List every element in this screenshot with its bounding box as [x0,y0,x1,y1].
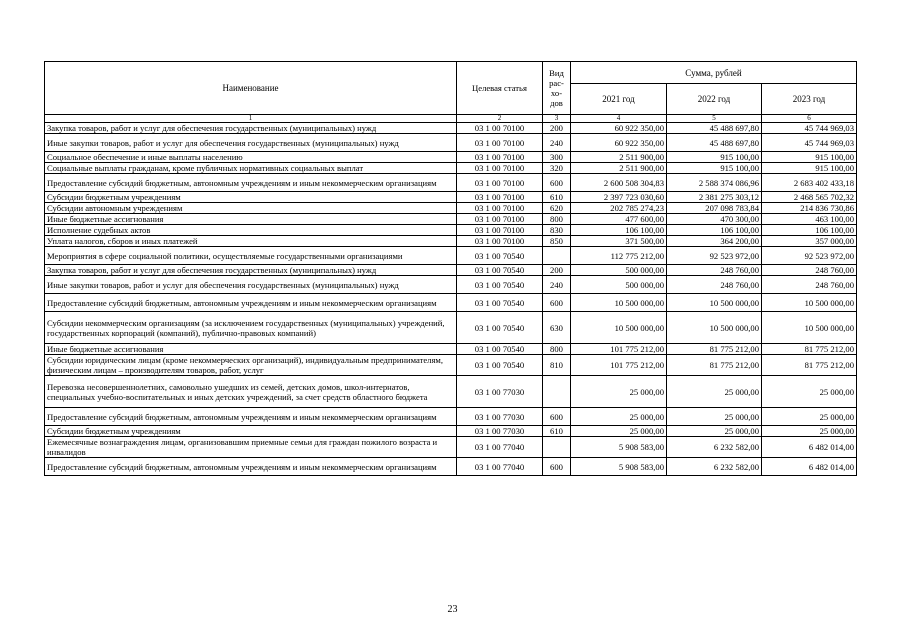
row-expense-type: 300 [543,152,571,163]
row-expense-type: 610 [543,192,571,203]
row-target-article: 03 1 00 70100 [457,134,543,152]
row-target-article: 03 1 00 70100 [457,174,543,192]
row-expense-type: 240 [543,134,571,152]
row-sum-2021: 25 000,00 [571,376,667,408]
row-sum-2022: 10 500 000,00 [667,312,762,344]
row-sum-2021: 2 600 508 304,83 [571,174,667,192]
row-name: Социальные выплаты гражданам, кроме публичных нормативных социальных выплат [45,163,457,174]
row-name: Предоставление субсидий бюджетным, автономным учреждениям и иным некоммерческим организациям [45,174,457,192]
row-name: Предоставление субсидий бюджетным, автономным учреждениям и иным некоммерческим организациям [45,408,457,426]
row-sum-2022: 2 381 275 303,12 [667,192,762,203]
row-sum-2023: 214 836 730,86 [762,203,857,214]
row-target-article: 03 1 00 70100 [457,123,543,134]
row-sum-2021: 371 500,00 [571,236,667,247]
row-sum-2021: 60 922 350,00 [571,134,667,152]
table-row [45,355,857,376]
row-name: Предоставление субсидий бюджетным, автономным учреждениям и иным некоммерческим организациям [45,294,457,312]
header-year-2022: 2022 год [667,84,762,115]
table-row [45,163,857,174]
row-sum-2023: 6 482 014,00 [762,458,857,476]
row-target-article: 03 1 00 70100 [457,152,543,163]
row-name: Социальное обеспечение и иные выплаты населению [45,152,457,163]
row-sum-2022: 364 200,00 [667,236,762,247]
row-sum-2023: 10 500 000,00 [762,294,857,312]
row-target-article: 03 1 00 70540 [457,294,543,312]
row-sum-2022: 915 100,00 [667,163,762,174]
row-expense-type: 600 [543,458,571,476]
header-target-article: Целевая статья [457,62,543,115]
row-sum-2021: 25 000,00 [571,426,667,437]
row-name: Иные бюджетные ассигнования [45,214,457,225]
row-expense-type [543,376,571,408]
row-target-article: 03 1 00 77030 [457,408,543,426]
row-sum-2023: 248 760,00 [762,276,857,294]
row-name: Иные закупки товаров, работ и услуг для обеспечения государственных (муниципальных) нужд [45,276,457,294]
row-sum-2023: 915 100,00 [762,163,857,174]
row-expense-type: 200 [543,265,571,276]
row-sum-2022: 207 098 783,84 [667,203,762,214]
header-expense-type: Вид рас-хо-дов [543,62,571,115]
row-target-article: 03 1 00 70100 [457,192,543,203]
row-sum-2023: 25 000,00 [762,426,857,437]
row-sum-2022: 45 488 697,80 [667,123,762,134]
row-sum-2021: 500 000,00 [571,276,667,294]
row-sum-2022: 6 232 582,00 [667,437,762,458]
row-expense-type: 800 [543,344,571,355]
row-sum-2021: 2 511 900,00 [571,163,667,174]
row-expense-type: 620 [543,203,571,214]
row-sum-2022: 10 500 000,00 [667,294,762,312]
row-expense-type: 610 [543,426,571,437]
row-sum-2022: 248 760,00 [667,276,762,294]
row-sum-2021: 101 775 212,00 [571,355,667,376]
row-target-article: 03 1 00 70100 [457,225,543,236]
row-name: Мероприятия в сфере социальной политики, осуществляемые государственными организациями [45,247,457,265]
row-name: Закупка товаров, работ и услуг для обеспечения государственных (муниципальных) нужд [45,123,457,134]
column-number: 3 [543,115,571,123]
column-number: 2 [457,115,543,123]
row-expense-type: 600 [543,408,571,426]
row-expense-type: 850 [543,236,571,247]
row-expense-type: 240 [543,276,571,294]
table-row [45,203,857,214]
row-sum-2023: 463 100,00 [762,214,857,225]
table-row [45,152,857,163]
row-target-article: 03 1 00 77030 [457,376,543,408]
table-row [45,276,857,294]
table-row [45,123,857,134]
row-sum-2021: 106 100,00 [571,225,667,236]
row-target-article: 03 1 00 70100 [457,214,543,225]
column-number-row [45,115,857,123]
row-name: Ежемесячные вознаграждения лицам, организовавшим приемные семьи для граждан пожилого возраста и инвалидов [45,437,457,458]
row-sum-2021: 5 908 583,00 [571,437,667,458]
row-target-article: 03 1 00 70100 [457,203,543,214]
row-sum-2023: 25 000,00 [762,376,857,408]
row-expense-type: 200 [543,123,571,134]
row-expense-type: 600 [543,294,571,312]
row-name: Иные бюджетные ассигнования [45,344,457,355]
row-sum-2022: 470 300,00 [667,214,762,225]
row-sum-2023: 10 500 000,00 [762,312,857,344]
row-sum-2022: 25 000,00 [667,408,762,426]
table-row [45,344,857,355]
column-number: 5 [667,115,762,123]
table-row [45,247,857,265]
row-target-article: 03 1 00 70100 [457,236,543,247]
table-row [45,408,857,426]
budget-table [44,61,857,476]
row-name: Субсидии бюджетным учреждениям [45,426,457,437]
row-target-article: 03 1 00 70100 [457,163,543,174]
row-sum-2021: 101 775 212,00 [571,344,667,355]
row-sum-2023: 106 100,00 [762,225,857,236]
row-sum-2023: 45 744 969,03 [762,134,857,152]
row-expense-type: 810 [543,355,571,376]
row-sum-2023: 45 744 969,03 [762,123,857,134]
row-sum-2023: 92 523 972,00 [762,247,857,265]
row-sum-2023: 2 468 565 702,32 [762,192,857,203]
row-target-article: 03 1 00 70540 [457,355,543,376]
row-target-article: 03 1 00 70540 [457,312,543,344]
table-row [45,312,857,344]
row-sum-2022: 248 760,00 [667,265,762,276]
row-sum-2023: 25 000,00 [762,408,857,426]
column-number: 1 [45,115,457,123]
row-sum-2021: 2 511 900,00 [571,152,667,163]
row-sum-2022: 81 775 212,00 [667,344,762,355]
header-name: Наименование [45,62,457,115]
row-sum-2021: 2 397 723 030,60 [571,192,667,203]
table-body [45,115,857,476]
header-sum: Сумма, рублей [571,62,857,84]
row-sum-2022: 25 000,00 [667,426,762,437]
row-sum-2022: 92 523 972,00 [667,247,762,265]
row-target-article: 03 1 00 70540 [457,344,543,355]
row-expense-type: 630 [543,312,571,344]
table-row [45,236,857,247]
row-sum-2023: 81 775 212,00 [762,344,857,355]
row-name: Уплата налогов, сборов и иных платежей [45,236,457,247]
row-name: Иные закупки товаров, работ и услуг для обеспечения государственных (муниципальных) нужд [45,134,457,152]
header-year-2023: 2023 год [762,84,857,115]
row-expense-type: 320 [543,163,571,174]
table-row [45,225,857,236]
row-target-article: 03 1 00 77040 [457,458,543,476]
row-sum-2022: 45 488 697,80 [667,134,762,152]
row-sum-2021: 5 908 583,00 [571,458,667,476]
column-number: 6 [762,115,857,123]
table-row [45,265,857,276]
row-sum-2022: 25 000,00 [667,376,762,408]
row-sum-2022: 2 588 374 086,96 [667,174,762,192]
row-name: Субсидии некоммерческим организациям (за исключением государственных (муниципальных) учреждений, государственных корпораций (компаний), публично-правовых компаний) [45,312,457,344]
table-row [45,192,857,203]
row-sum-2021: 25 000,00 [571,408,667,426]
row-sum-2021: 202 785 274,23 [571,203,667,214]
row-target-article: 03 1 00 77030 [457,426,543,437]
table-row [45,294,857,312]
row-expense-type [543,437,571,458]
table-row [45,458,857,476]
row-target-article: 03 1 00 77040 [457,437,543,458]
table-row [45,426,857,437]
row-sum-2022: 6 232 582,00 [667,458,762,476]
table-header [45,62,857,115]
row-name: Предоставление субсидий бюджетным, автономным учреждениям и иным некоммерческим организациям [45,458,457,476]
row-target-article: 03 1 00 70540 [457,247,543,265]
row-sum-2023: 2 683 402 433,18 [762,174,857,192]
row-name: Перевозка несовершеннолетних, самовольно ушедших из семей, детских домов, школ-интернатов, специальных учебно-воспитательных и иных детских учреждений, за счет средств областного бюджета [45,376,457,408]
row-target-article: 03 1 00 70540 [457,265,543,276]
row-name: Исполнение судебных актов [45,225,457,236]
row-sum-2023: 81 775 212,00 [762,355,857,376]
header-year-2021: 2021 год [571,84,667,115]
table-row [45,437,857,458]
row-sum-2021: 112 775 212,00 [571,247,667,265]
row-name: Субсидии бюджетным учреждениям [45,192,457,203]
table-row [45,376,857,408]
row-sum-2021: 60 922 350,00 [571,123,667,134]
page-number: 23 [447,604,458,615]
row-name: Закупка товаров, работ и услуг для обеспечения государственных (муниципальных) нужд [45,265,457,276]
row-sum-2022: 915 100,00 [667,152,762,163]
row-expense-type: 830 [543,225,571,236]
row-sum-2021: 10 500 000,00 [571,294,667,312]
row-name: Субсидии автономным учреждениям [45,203,457,214]
row-sum-2023: 357 000,00 [762,236,857,247]
column-number: 4 [571,115,667,123]
row-target-article: 03 1 00 70540 [457,276,543,294]
row-sum-2021: 10 500 000,00 [571,312,667,344]
row-sum-2021: 500 000,00 [571,265,667,276]
table-row [45,214,857,225]
row-sum-2022: 106 100,00 [667,225,762,236]
row-sum-2023: 6 482 014,00 [762,437,857,458]
row-sum-2022: 81 775 212,00 [667,355,762,376]
table-row [45,134,857,152]
row-sum-2023: 915 100,00 [762,152,857,163]
row-expense-type: 600 [543,174,571,192]
table-row [45,174,857,192]
row-name: Субсидии юридическим лицам (кроме некоммерческих организаций), индивидуальным предпринимателям, физическим лицам – производителям товаров, работ, услуг [45,355,457,376]
row-sum-2021: 477 600,00 [571,214,667,225]
row-expense-type [543,247,571,265]
row-sum-2023: 248 760,00 [762,265,857,276]
row-expense-type: 800 [543,214,571,225]
